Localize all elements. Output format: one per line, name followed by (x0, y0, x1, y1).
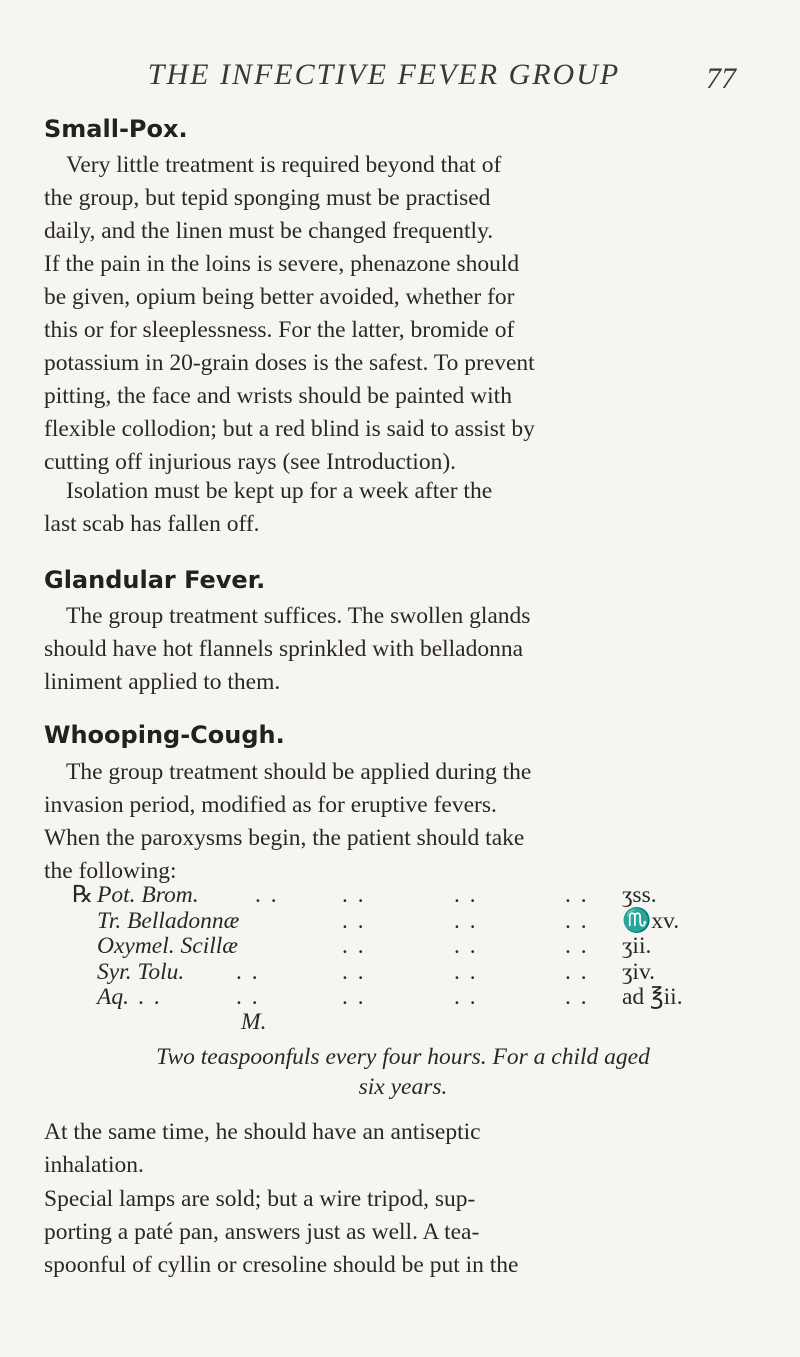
prescription-directions (44, 1042, 762, 1102)
leader-dots: . . (454, 907, 478, 934)
prescription (44, 882, 764, 1035)
leader-dots: . . (454, 882, 478, 908)
prescription-quantity: ad ℥ii. (622, 984, 683, 1010)
prescription-item (44, 934, 764, 960)
prescription-quantity: ʒss. (622, 882, 657, 908)
text-line: pitting, the face and wrists should be painted with (44, 383, 512, 409)
text-line: Very little treatment is required beyond that of (66, 152, 502, 178)
text-line: The group treatment suffices. The swollen glands (66, 603, 531, 629)
prescription-drug: Tr. Belladonnæ (97, 907, 240, 934)
prescription-mix: M. (241, 1009, 267, 1035)
prescription-item (44, 985, 764, 1011)
prescription-drug: Oxymel. Scillæ (97, 933, 238, 959)
text-line: last scab has fallen off. (44, 511, 260, 537)
section-heading-glandular-fever: Glandular Fever. (44, 566, 266, 594)
text-line: Special lamps are sold; but a wire tripod, sup- (44, 1186, 476, 1212)
leader-dots: . . (342, 984, 366, 1010)
page-number: 77 (706, 62, 736, 95)
prescription-quantity: ʒii. (622, 933, 652, 959)
text-line: liniment applied to them. (44, 669, 281, 695)
prescription-quantity: ♏xv. (622, 907, 680, 934)
text-line: When the paroxysms begin, the patient should take (44, 825, 525, 851)
text-line: be given, opium being better avoided, whether for (44, 284, 515, 310)
section-heading-small-pox: Small-Pox. (44, 115, 188, 143)
prescription-item (44, 883, 764, 909)
text-line: potassium in 20-grain doses is the safest. To prevent (44, 350, 535, 376)
leader-dots: . . (236, 958, 260, 985)
text-line: flexible collodion; but a red blind is said to assist by (44, 416, 535, 442)
leader-dots: . . (255, 882, 279, 908)
small-pox-paragraph-2 (44, 475, 762, 541)
recipe-symbol-icon: ℞ (72, 882, 94, 908)
closing-paragraph-2 (44, 1183, 762, 1282)
text-line: If the pain in the loins is severe, phenazone should (44, 251, 520, 277)
text-line: The group treatment should be applied during the (66, 759, 532, 785)
prescription-item (44, 960, 764, 986)
leader-dots: . . (342, 882, 366, 908)
text-line: Isolation must be kept up for a week after the (66, 478, 493, 504)
text-line: this or for sleeplessness. For the latter, bromide of (44, 317, 515, 343)
text-line: the following: (44, 858, 177, 884)
text-line: inhalation. (44, 1152, 144, 1178)
whooping-cough-paragraph (44, 756, 762, 888)
leader-dots: . . (565, 907, 589, 934)
leader-dots: . . (565, 882, 589, 908)
leader-dots: . . (138, 984, 162, 1010)
prescription-drug: Pot. Brom. (97, 882, 199, 908)
text-line: spoonful of cyllin or cresoline should be put in the (44, 1252, 519, 1278)
leader-dots: . . (342, 958, 366, 985)
prescription-drug: Syr. Tolu. (97, 958, 185, 985)
leader-dots: . . (565, 933, 589, 959)
text-line: cutting off injurious rays (see Introduction). (44, 449, 457, 475)
prescription-drug: Aq. (97, 984, 129, 1010)
text-line: At the same time, he should have an antiseptic (44, 1119, 481, 1145)
leader-dots: . . (454, 958, 478, 985)
leader-dots: . . (236, 984, 260, 1010)
small-pox-paragraph-1 (44, 149, 762, 479)
leader-dots: . . (454, 984, 478, 1010)
closing-paragraph-1 (44, 1116, 762, 1182)
leader-dots: . . (342, 907, 366, 934)
leader-dots: . . (565, 958, 589, 985)
prescription-quantity: ʒiv. (622, 958, 656, 985)
text-line: invasion period, modified as for eruptive fevers. (44, 792, 497, 818)
leader-dots: . . (454, 933, 478, 959)
text-line: porting a paté pan, answers just as well. A tea- (44, 1219, 480, 1245)
text-line: the group, but tepid sponging must be practised (44, 185, 491, 211)
prescription-item (44, 909, 764, 935)
section-heading-whooping-cough: Whooping-Cough. (44, 721, 285, 749)
leader-dots: . . (342, 933, 366, 959)
text-line: daily, and the linen must be changed frequently. (44, 218, 494, 244)
text-line: should have hot flannels sprinkled with belladonna (44, 636, 524, 662)
text-line: six years. (358, 1074, 448, 1100)
leader-dots: . . (565, 984, 589, 1010)
text-line: Two teaspoonfuls every four hours. For a child aged (156, 1044, 650, 1070)
glandular-fever-paragraph (44, 600, 762, 699)
running-title: THE INFECTIVE FEVER GROUP (147, 58, 621, 91)
